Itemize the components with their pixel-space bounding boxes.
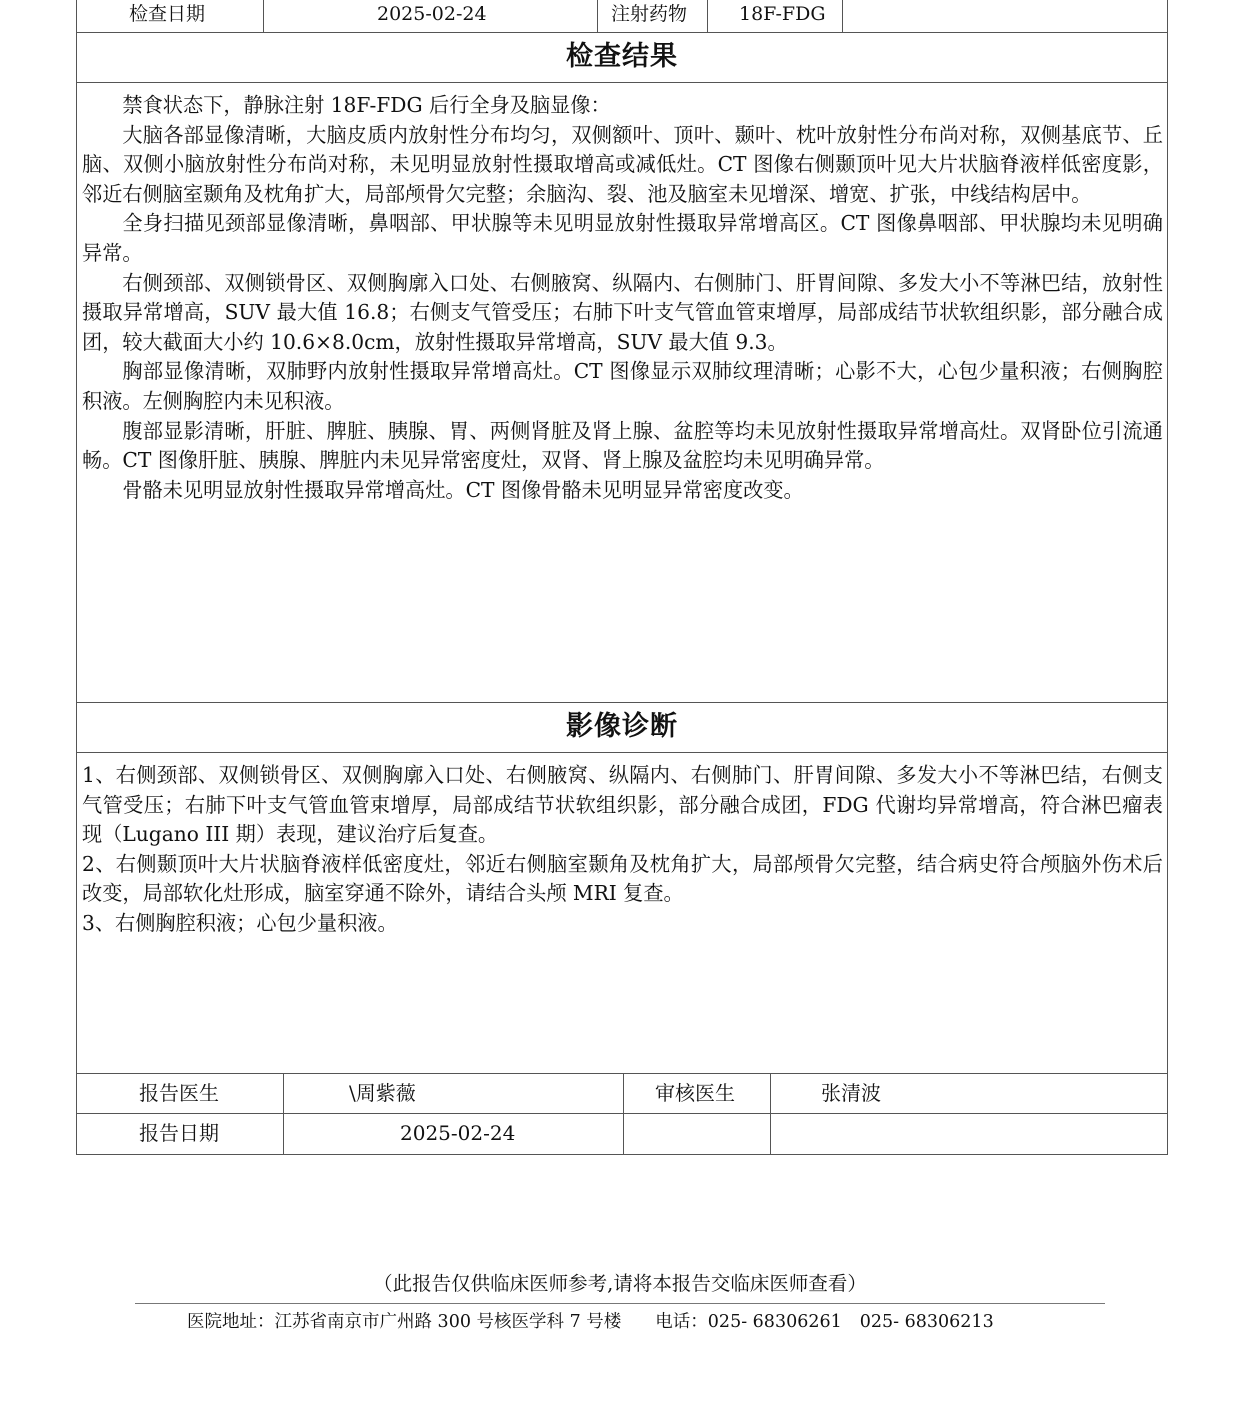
findings-title: 检查结果: [77, 33, 1167, 83]
hospital-address: 医院地址：江苏省南京市广州路 300 号核医学科 7 号楼: [187, 1312, 622, 1332]
findings-paragraph: 胸部显像清晰，双肺野内放射性摄取异常增高灶。CT 图像显示双肺纹理清晰；心影不大，心包少量积液；右侧胸腔积液。左侧胸腔内未见积液。: [82, 359, 1163, 413]
footer-divider: [135, 1303, 1105, 1304]
findings-paragraph: 大脑各部显像清晰，大脑皮质内放射性分布均匀，双侧额叶、顶叶、颞叶、枕叶放射性分布尚对称，双侧基底节、丘脑、双侧小脑放射性分布尚对称，未见明显放射性摄取增高或减低灶。CT 图像右侧颞顶叶见大片状脑脊液样低密度影，邻近右侧脑室颞角及枕角扩大，局部颅骨欠完整；余脑沟、裂、池及脑室未见增深、增宽、扩张，中线结构居中。: [82, 122, 1163, 206]
exam-date-value: 2025-02-24: [377, 3, 487, 25]
footer-address-line: [187, 1310, 994, 1334]
diagnosis-title: 影像诊断: [77, 703, 1167, 753]
report-table: [76, 0, 1168, 1155]
findings-paragraph: 全身扫描见颈部显像清晰，鼻咽部、甲状腺等未见明显放射性摄取异常增高区。CT 图像鼻咽部、甲状腺均未见明确异常。: [82, 211, 1163, 265]
exam-info-row: [77, 0, 1167, 33]
phone-number: 电话：025- 68306261: [655, 1312, 842, 1332]
exam-date-label: 检查日期: [129, 3, 206, 25]
diagnosis-item: 2、右侧颞顶叶大片状脑脊液样低密度灶，邻近右侧脑室颞角及枕角扩大，局部颅骨欠完整，结合病史符合颅脑外伤术后改变，局部软化灶形成，脑室穿通不除外，请结合头颅 MRI 复查。: [82, 851, 1163, 906]
diagnosis-item: 1、右侧颈部、双侧锁骨区、双侧胸廓入口处、右侧腋窝、纵隔内、右侧肺门、肝胃间隙、多发大小不等淋巴结，右侧支气管受压；右肺下叶支气管血管束增厚，局部成结节状软组织影，部分融合成团，FDG 代谢均异常增高，符合淋巴瘤表现（Lugano III 期）表现，建议治疗后复查。: [82, 763, 1163, 847]
review-doctor-value: 张清波: [821, 1081, 881, 1105]
findings-paragraph: 腹部显影清晰，肝脏、脾脏、胰腺、胃、两侧肾脏及肾上腺、盆腔等均未见放射性摄取异常增高灶。双肾卧位引流通畅。CT 图像肝脏、胰腺、脾脏内未见异常密度灶，双肾、肾上腺及盆腔均未见明确异常。: [82, 418, 1163, 473]
signature-row-doctors: [77, 1074, 1167, 1114]
review-doctor-label: 审核医生: [655, 1081, 735, 1105]
signature-row-date: [77, 1114, 1167, 1154]
report-date-value: 2025-02-24: [400, 1121, 516, 1145]
report-doctor-label: 报告医生: [139, 1081, 219, 1105]
report-date-label: 报告日期: [139, 1121, 219, 1145]
phone-number-2: 025- 68306213: [859, 1312, 994, 1332]
diagnosis-item: 3、右侧胸腔积液；心包少量积液。: [82, 910, 398, 935]
findings-body: [77, 83, 1167, 703]
disclaimer-text: （此报告仅供临床医师参考,请将本报告交临床医师查看）: [373, 1272, 867, 1295]
report-doctor-value: \周紫薇: [349, 1081, 416, 1105]
findings-paragraph: 右侧颈部、双侧锁骨区、双侧胸廓入口处、右侧腋窝、纵隔内、右侧肺门、肝胃间隙、多发大小不等淋巴结，放射性摄取异常增高，SUV 最大值 16.8；右侧支气管受压；右肺下叶支气管血管束增厚，局部成结节状软组织影，部分融合成团，较大截面大小约 10.6×8.0cm，放射性摄取异常增高，SUV 最大值 9.3。: [82, 270, 1163, 354]
drug-value: 18F-FDG: [739, 3, 826, 25]
diagnosis-body: [77, 753, 1167, 1074]
findings-paragraph: 禁食状态下，静脉注射 18F-FDG 后行全身及脑显像：: [122, 93, 611, 117]
drug-label: 注射药物: [611, 3, 688, 25]
findings-paragraph: 骨骼未见明显放射性摄取异常增高灶。CT 图像骨骼未见明显异常密度改变。: [122, 477, 804, 502]
